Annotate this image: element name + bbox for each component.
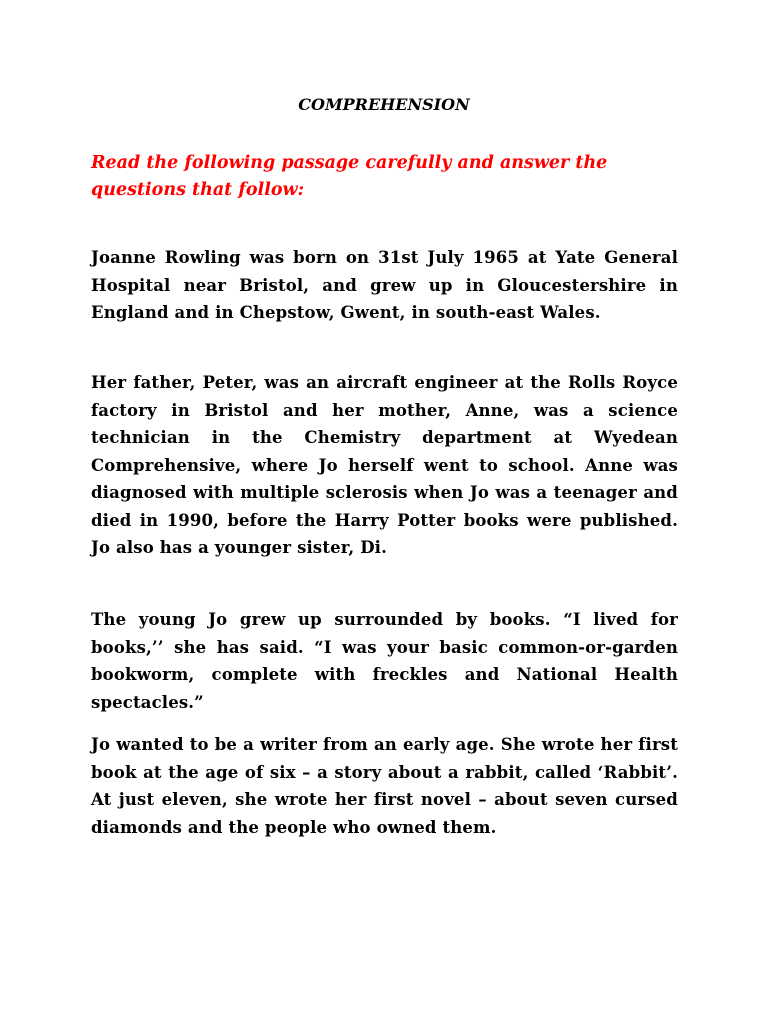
page-title: COMPREHENSION [298, 95, 470, 114]
passage-paragraph-1: Joanne Rowling was born on 31st July 1965 at Yate General Hospital near Bristol, and grew up in Gloucestershire in England and in Chepstow, Gwent, in south-east Wales. [91, 248, 678, 322]
passage-paragraph-3: The young Jo grew up surrounded by books. “I lived for books,’’ she has said. “I was your basic common-or-garden bookworm, complete with freckles and National Health spectacles.” [91, 610, 678, 712]
passage-paragraph-4: Jo wanted to be a writer from an early age. She wrote her first book at the age of six – a story about a rabbit, called ‘Rabbit’. At just eleven, she wrote her first novel – about seven cursed diamonds and the people who owned them. [91, 735, 678, 837]
instruction-text: Read the following passage carefully and answer the questions that follow: [91, 153, 608, 200]
passage-paragraph-2: Her father, Peter, was an aircraft engineer at the Rolls Royce factory in Bristol and her mother, Anne, was a science technician in the Chemistry department at Wyedean Comprehensive, where Jo herself went to school. Anne was diagnosed with multiple sclerosis when Jo was a teenager and died in 1990, before the Harry Potter books were published. Jo also has a younger sister, Di. [91, 373, 678, 557]
